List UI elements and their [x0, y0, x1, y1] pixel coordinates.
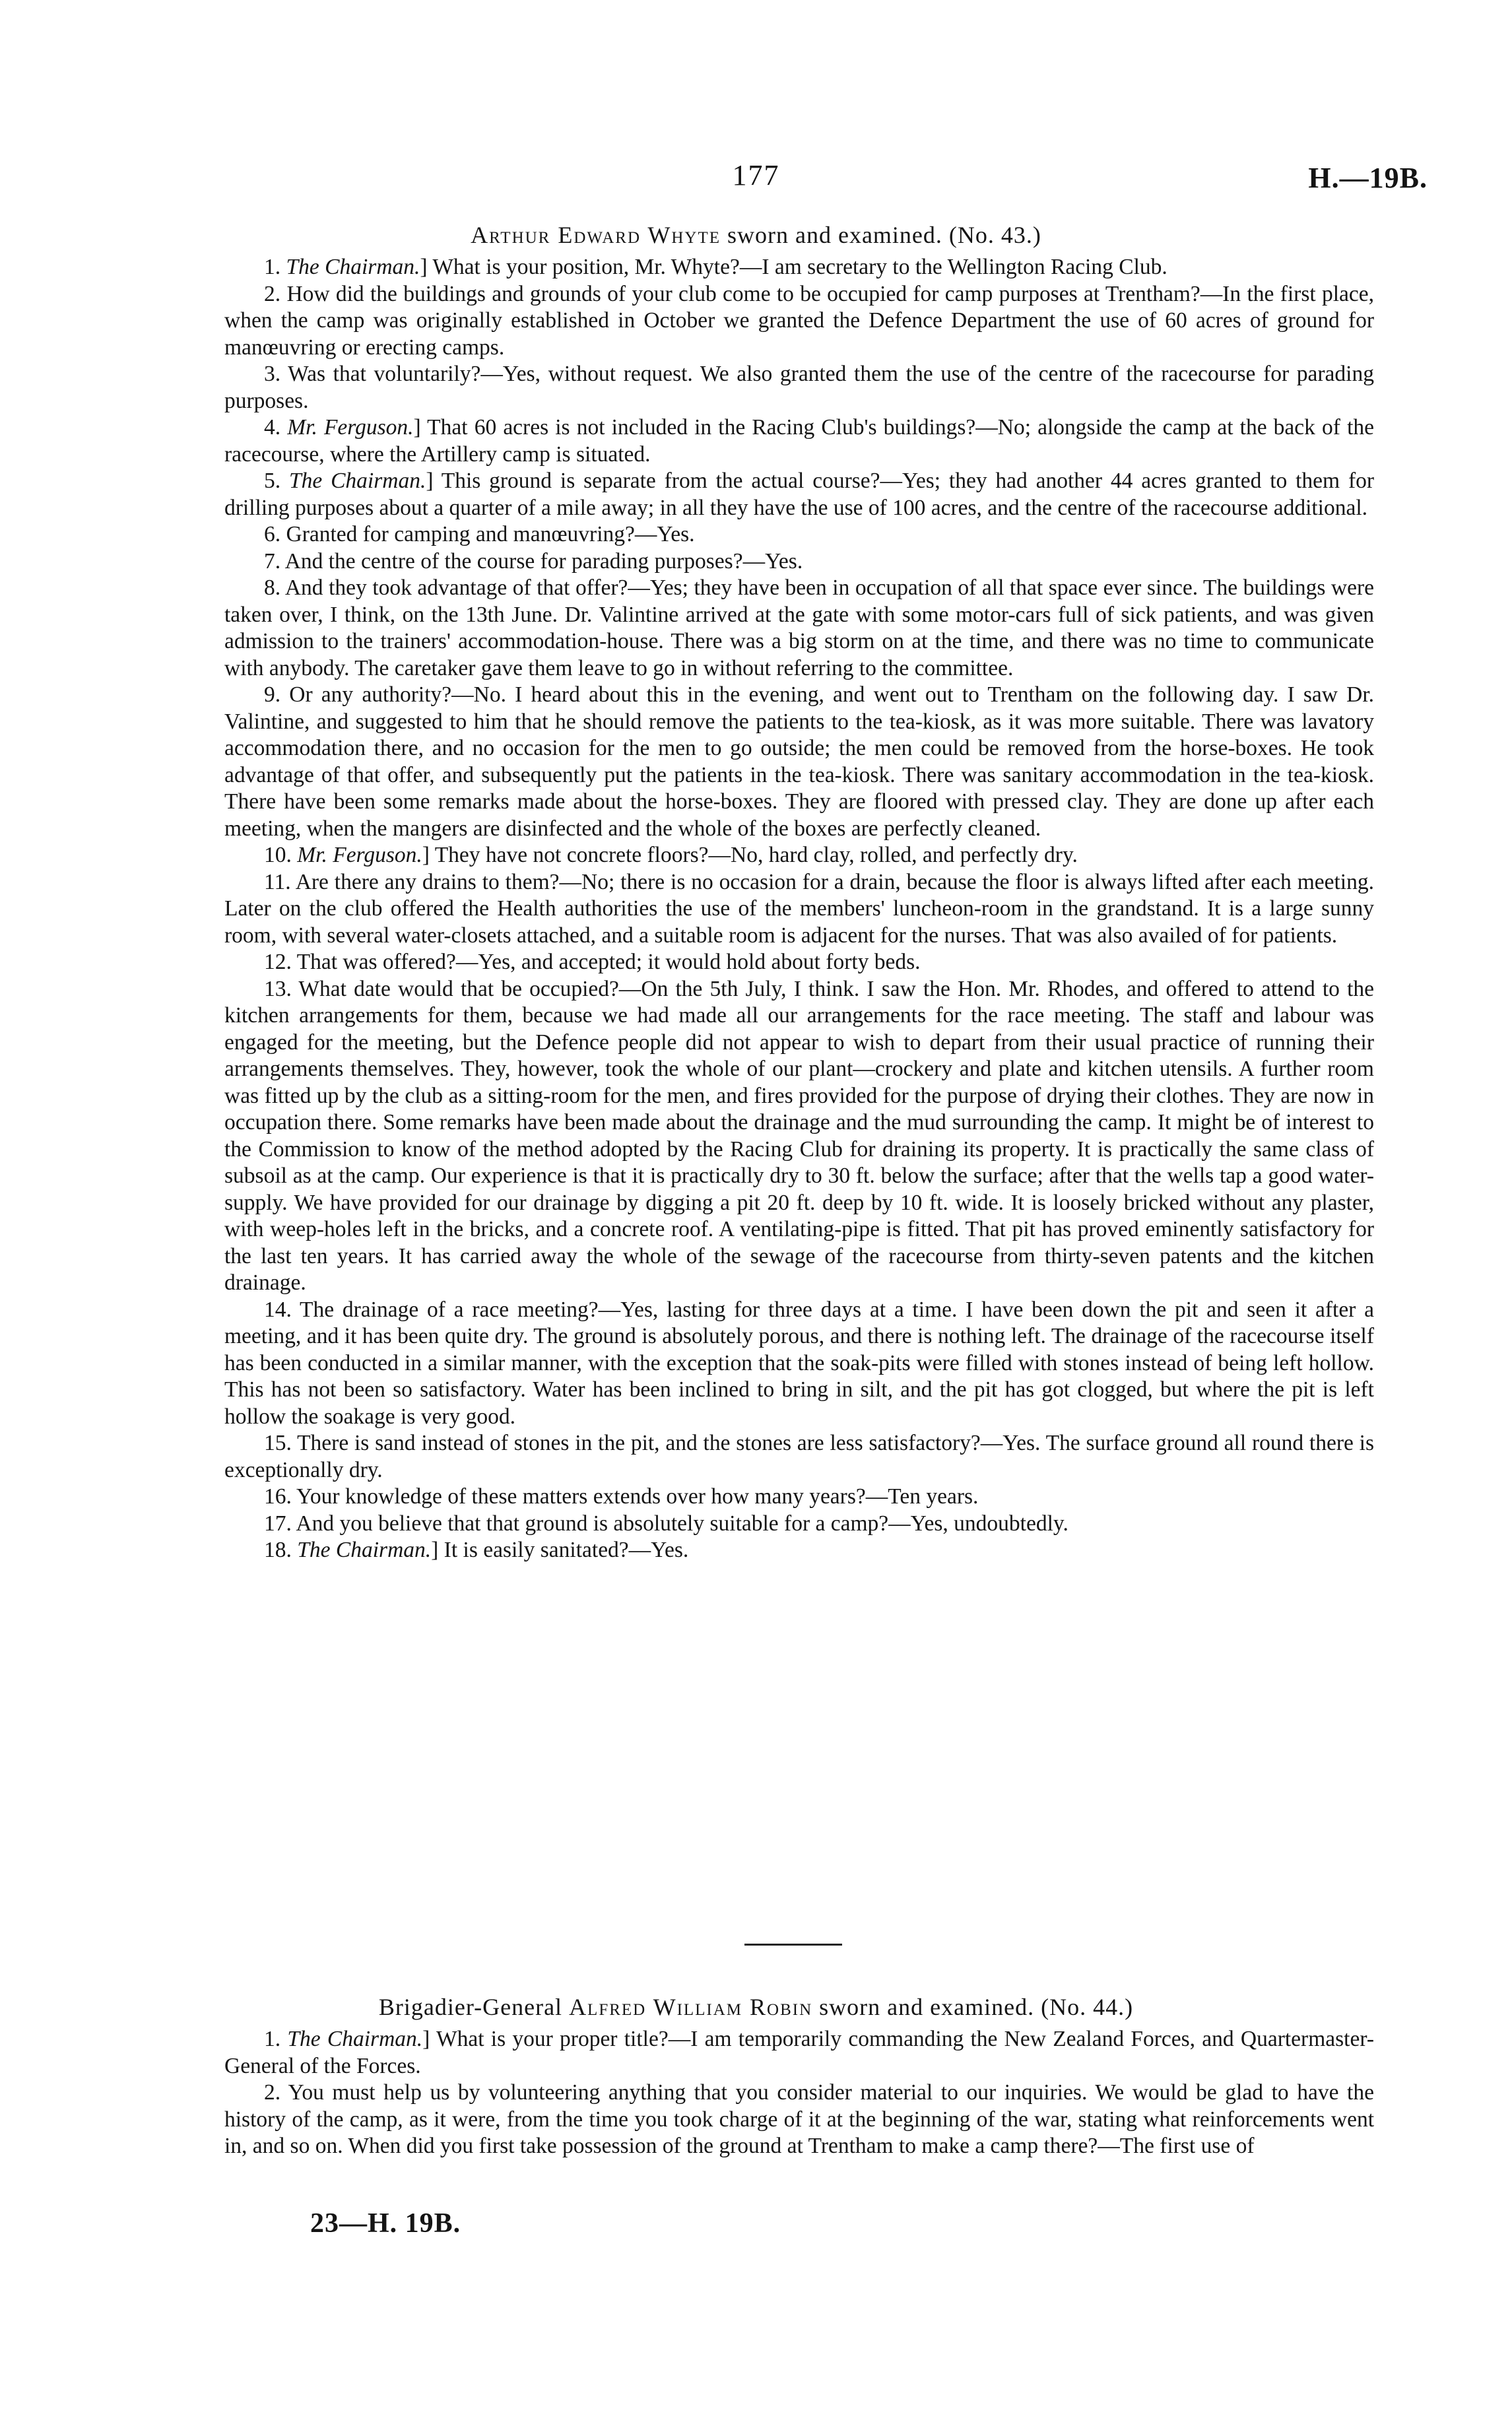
- speaker-name: Mr. Ferguson.: [297, 843, 422, 867]
- question-number: 9.: [264, 682, 290, 707]
- question-number: 2.: [264, 2080, 288, 2105]
- question-answer-text: That was offered?—Yes, and accepted; it would hold about forty beds.: [296, 950, 921, 974]
- witness-heading-text: sworn and examined. (No. 43.): [720, 222, 1041, 248]
- sheet-reference: 23—H. 19B.: [310, 2208, 461, 2239]
- question-number: 10.: [264, 843, 298, 867]
- witness-rank: Brigadier-General: [378, 1994, 570, 2020]
- question-answer: [224, 281, 1374, 362]
- speaker-name: The Chairman.: [287, 2027, 423, 2051]
- witness-heading-text: sworn and examined. (No. 44.): [812, 1994, 1134, 2020]
- question-answer: [224, 976, 1374, 1297]
- question-answer-text: And you believe that that ground is absolutely suitable for a camp?—Yes, undoubtedly.: [296, 1511, 1068, 1536]
- question-answer: [224, 869, 1374, 950]
- witness-name: Alfred William Robin: [569, 1994, 813, 2020]
- question-answer-text: Granted for camping and manœuvring?—Yes.: [286, 522, 695, 546]
- question-answer-text: Are there any drains to them?—No; there is no occasion for a drain, because the floor is always lifted after each meeting. Later on the club offered the Health authorities the use of the members' luncheon-room in the grandstand. It is a large sunny room, with several water-closets attached, and a suitable room is adjacent for the nurses. That was also availed of for patients.: [224, 869, 1374, 948]
- witness-name: Arthur Edward Whyte: [471, 222, 721, 248]
- question-answer-text: Was that voluntarily?—Yes, without request. We also granted them the use of the centre of the racecourse for parading purposes.: [224, 362, 1374, 413]
- question-answer: [224, 842, 1374, 869]
- section-divider: [744, 1944, 842, 1946]
- question-number: 12.: [264, 950, 297, 974]
- question-number: 13.: [264, 976, 299, 1001]
- question-answer: [224, 1430, 1374, 1484]
- question-number: 11.: [264, 869, 296, 894]
- witness-heading-44: [224, 1993, 1288, 2021]
- question-number: 8.: [264, 575, 285, 600]
- question-answer-text: ] That 60 acres is not included in the Racing Club's buildings?—No; alongside the camp at the back of the racecourse, where the Artillery camp is situated.: [224, 415, 1374, 467]
- question-number: 18.: [264, 1538, 298, 1562]
- question-number: 14.: [264, 1297, 300, 1322]
- question-answer-text: ] It is easily sanitated?—Yes.: [431, 1538, 689, 1562]
- speaker-name: The Chairman.: [286, 255, 420, 279]
- question-answer: [224, 949, 1374, 976]
- question-answer: [224, 1484, 1374, 1511]
- question-answer: [224, 548, 1374, 575]
- question-answer-text: ] What is your position, Mr. Whyte?—I am secretary to the Wellington Racing Club.: [420, 255, 1167, 279]
- question-answer-text: There is sand instead of stones in the pit, and the stones are less satisfactory?—Yes. The surface ground all round there is exceptionally dry.: [224, 1431, 1374, 1482]
- question-number: 16.: [264, 1484, 297, 1509]
- question-answer-text: ] They have not concrete floors?—No, hard clay, rolled, and perfectly dry.: [422, 843, 1078, 867]
- question-answer-text: ] This ground is separate from the actual course?—Yes; they had another 44 acres granted to them for drilling purposes about a quarter of a mile away; in all they have the use of 100 acres, and the centre of the racecourse additional.: [224, 469, 1375, 520]
- question-number: 3.: [264, 362, 288, 386]
- question-number: 1.: [264, 2027, 288, 2051]
- question-number: 4.: [264, 415, 288, 440]
- question-answer-text: And they took advantage of that offer?—Yes; they have been in occupation of all that space ever since. The buildings were taken over, I think, on the 13th June. Dr. Valintine arrived at the gate with some motor-cars full of sick patients, and was given admission to the trainers' accommodation-house. There was a big storm on at the time, and there was no time to communicate with anybody. The caretaker gave them leave to go in without referring to the committee.: [224, 575, 1375, 680]
- question-answer-text: ] What is your proper title?—I am temporarily commanding the New Zealand Forces, and Quartermaster-General of the Forces.: [224, 2027, 1374, 2078]
- examination-43: [224, 254, 1374, 1564]
- page-number: 177: [732, 159, 780, 191]
- question-answer-text: Or any authority?—No. I heard about this in the evening, and went out to Trentham on the following day. I saw Dr. Valintine, and suggested to him that he should remove the patients to the tea-kiosk, as it was more suitable. There was lavatory accommodation there, and no occasion for the men to go outside; the men could be removed from the horse-boxes. He took advantage of that offer, and subsequently put the patients in the tea-kiosk. There was sanitary accommodation in the tea-kiosk. There have been some remarks made about the horse-boxes. They are floored with pressed clay. They are done up after each meeting, when the mangers are disinfected and the whole of the boxes are perfectly cleaned.: [224, 682, 1374, 841]
- question-answer: [224, 575, 1374, 682]
- question-number: 2.: [264, 281, 287, 306]
- question-answer: [224, 1297, 1374, 1431]
- question-answer: [224, 2080, 1374, 2160]
- question-answer-text: How did the buildings and grounds of your club come to be occupied for camp purposes at Trentham?—In the first place, when the camp was originally established in October we granted the Defence Department the use of 60 acres of ground for manœuvring or erecting camps.: [224, 281, 1374, 360]
- question-answer: [224, 521, 1374, 548]
- question-answer: [224, 414, 1374, 468]
- witness-heading-43: [224, 221, 1288, 249]
- speaker-name: The Chairman.: [288, 469, 426, 493]
- question-number: 15.: [264, 1431, 298, 1455]
- question-answer-text: And the centre of the course for parading purposes?—Yes.: [284, 548, 803, 574]
- question-number: 6.: [264, 522, 286, 546]
- speaker-name: The Chairman.: [297, 1538, 432, 1562]
- question-number: 1.: [264, 255, 286, 279]
- question-answer: [224, 361, 1374, 414]
- question-number: 7.: [264, 548, 285, 574]
- question-answer: [224, 682, 1374, 842]
- question-answer-text: The drainage of a race meeting?—Yes, lasting for three days at a time. I have been down the pit and seen it after a meeting, and it has been quite dry. The ground is absolutely porous, and there is nothing left. The drainage of the racecourse itself has been conducted in a similar manner, with the exception that the soak-pits were filled with stones instead of being left hollow. This has not been so satisfactory. Water has been inclined to bring in silt, and the pit has got clogged, but where the pit is left hollow the soakage is very good.: [224, 1297, 1374, 1429]
- examination-44: [224, 2026, 1374, 2160]
- question-answer: [224, 1537, 1374, 1564]
- document-reference: H.—19B.: [1308, 162, 1428, 194]
- question-answer: [224, 2026, 1374, 2080]
- speaker-name: Mr. Ferguson.: [287, 415, 414, 440]
- question-number: 5.: [264, 469, 289, 493]
- question-answer: [224, 254, 1374, 281]
- question-answer-text: You must help us by volunteering anything that you consider material to our inquiries. We would be glad to have the history of the camp, as it were, from the time you took charge of it at the beginning of the war, stating what reinforcements went in, and so on. When did you first take possession of the ground at Trentham to make a camp there?—The first use of: [224, 2080, 1374, 2158]
- question-answer-text: Your knowledge of these matters extends over how many years?—Ten years.: [296, 1484, 979, 1509]
- question-answer: [224, 468, 1374, 521]
- question-answer-text: What date would that be occupied?—On the 5th July, I think. I saw the Hon. Mr. Rhodes, and offered to attend to the kitchen arrangements for them, because we had made all our arrangements for the race meeting. The staff and labour was engaged for the meeting, but the Defence people did not appear to wish to depart from their usual practice of running their arrangements themselves. They, however, took the whole of our plant—crockery and plate and kitchen utensils. A further room was fitted up by the club as a sitting-room for the men, and fires provided for the purpose of drying their clothes. They are now in occupation there. Some remarks have been made about the drainage and the mud surrounding the camp. It might be of interest to the Commission to know of the method adopted by the Racing Club for draining its property. It is practically the same class of subsoil as at the camp. Our experience is that it is practically dry to 30 ft. below the surface; after that the wells tap a good water-supply. We have provided for our drainage by digging a pit 20 ft. deep by 10 ft. wide. It is loosely bricked without any plaster, with weep-holes left in the bricks, and a concrete roof. A ventilating-pipe is fitted. That pit has proved eminently satisfactory for the last ten years. It has carried away the whole of the sewage of the racecourse from thirty-seven patents and the kitchen drainage.: [224, 976, 1374, 1295]
- question-number: 17.: [264, 1511, 296, 1536]
- question-answer: [224, 1511, 1374, 1538]
